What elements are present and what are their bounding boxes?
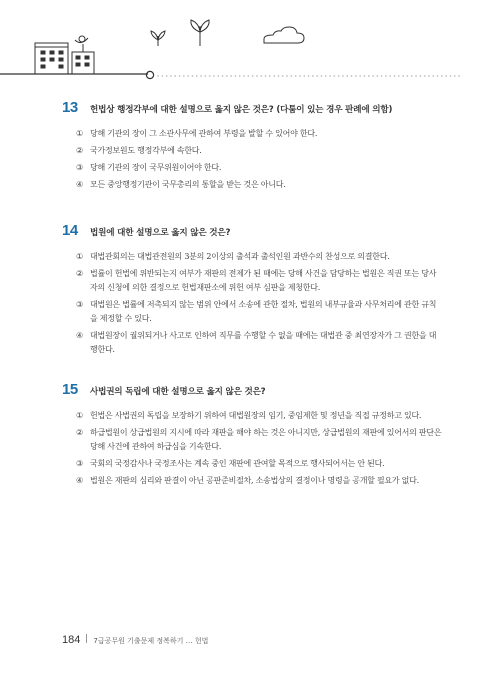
option-text: 당해 기관의 장이 그 소관사무에 관하여 부령을 발할 수 있어야 한다. xyxy=(90,129,318,138)
option-mark: ③ xyxy=(76,459,83,468)
option-text: 헌법은 사법권의 독립을 보장하기 위하여 대법원장의 임기, 중임제한 및 정년을 직접 규정하고 있다. xyxy=(90,411,422,420)
option-text: 당해 기관의 장이 국무위원이어야 한다. xyxy=(90,163,222,172)
option-4[interactable] xyxy=(76,178,442,192)
sprout-icon xyxy=(151,20,209,46)
option-1[interactable] xyxy=(76,127,442,141)
option-mark: ② xyxy=(76,269,83,278)
option-1[interactable] xyxy=(76,250,442,264)
option-2[interactable] xyxy=(76,144,442,158)
header-illustration xyxy=(0,0,500,90)
option-2[interactable] xyxy=(76,426,442,454)
question-number: 13 xyxy=(62,99,78,116)
option-list xyxy=(62,250,442,357)
option-list xyxy=(62,127,442,192)
option-text: 국가정보원도 행정각부에 속한다. xyxy=(90,146,202,155)
question-14 xyxy=(62,222,442,360)
building-icon xyxy=(35,43,68,74)
option-text: 법원은 재판의 심리와 판결이 아닌 공판준비절차, 소송법상의 결정이나 명령을 공개할 필요가 없다. xyxy=(90,476,419,485)
question-15 xyxy=(62,381,442,491)
cloud-icon xyxy=(264,27,304,43)
option-mark: ② xyxy=(76,428,83,437)
question-stem: 사법권의 독립에 대한 설명으로 옳지 않은 것은? xyxy=(90,387,266,397)
option-text: 대법원장이 궐위되거나 사고로 인하여 직무를 수행할 수 없을 때에는 대법관 중 최연장자가 그 권한을 대행한다. xyxy=(90,331,437,354)
option-3[interactable] xyxy=(76,161,442,175)
question-stem: 헌법상 행정각부에 대한 설명으로 옳지 않은 것은? (다툼이 있는 경우 판례에 의함) xyxy=(90,105,393,115)
option-text: 하급법원이 상급법원의 지시에 따라 재판을 해야 하는 것은 아니지만, 상급법원의 재판에 있어서의 판단은 당해 사건에 관하여 하급심을 기속한다. xyxy=(90,428,442,451)
option-text: 모든 중앙행정기관이 국무총리의 통할을 받는 것은 아니다. xyxy=(90,180,286,189)
option-list xyxy=(62,409,442,488)
question-number: 14 xyxy=(62,222,78,239)
option-text: 국회의 국정감사나 국정조사는 계속 중인 재판에 관여할 목적으로 행사되어서는 안 된다. xyxy=(90,459,385,468)
tower-icon xyxy=(72,36,94,74)
option-mark: ① xyxy=(76,129,83,138)
option-1[interactable] xyxy=(76,409,442,423)
option-mark: ③ xyxy=(76,163,83,172)
option-mark: ④ xyxy=(76,180,83,189)
option-2[interactable] xyxy=(76,267,442,295)
option-3[interactable] xyxy=(76,457,442,471)
option-text: 대법원은 법률에 저촉되지 않는 범위 안에서 소송에 관한 절차, 법원의 내부규율과 사무처리에 관한 규칙을 제정할 수 있다. xyxy=(90,300,437,323)
option-text: 법률이 헌법에 위반되는지 여부가 재판의 전제가 된 때에는 당해 사건을 담당하는 법원은 직권 또는 당사자의 신청에 의한 결정으로 헌법재판소에 위헌 여부 심판을 제청한다. xyxy=(90,269,437,292)
option-3[interactable] xyxy=(76,298,442,326)
question-stem: 법원에 대한 설명으로 옳지 않은 것은? xyxy=(90,228,231,238)
page-footer xyxy=(62,634,208,646)
option-mark: ① xyxy=(76,411,83,420)
option-mark: ③ xyxy=(76,300,83,309)
book-title: 7급공무원 기출문제 정복하기 … 헌법 xyxy=(93,637,209,645)
option-mark: ④ xyxy=(76,476,83,485)
option-4[interactable] xyxy=(76,329,442,357)
page-number: 184 xyxy=(62,634,81,646)
option-text: 대법관회의는 대법관전원의 3분의 2이상의 출석과 출석인원 과반수의 찬성으로 의결한다. xyxy=(90,252,390,261)
option-mark: ④ xyxy=(76,331,83,340)
question-13 xyxy=(62,99,442,195)
option-mark: ② xyxy=(76,146,83,155)
footer-divider xyxy=(86,634,87,643)
question-number: 15 xyxy=(62,381,78,398)
option-mark: ① xyxy=(76,252,83,261)
option-4[interactable] xyxy=(76,474,442,488)
